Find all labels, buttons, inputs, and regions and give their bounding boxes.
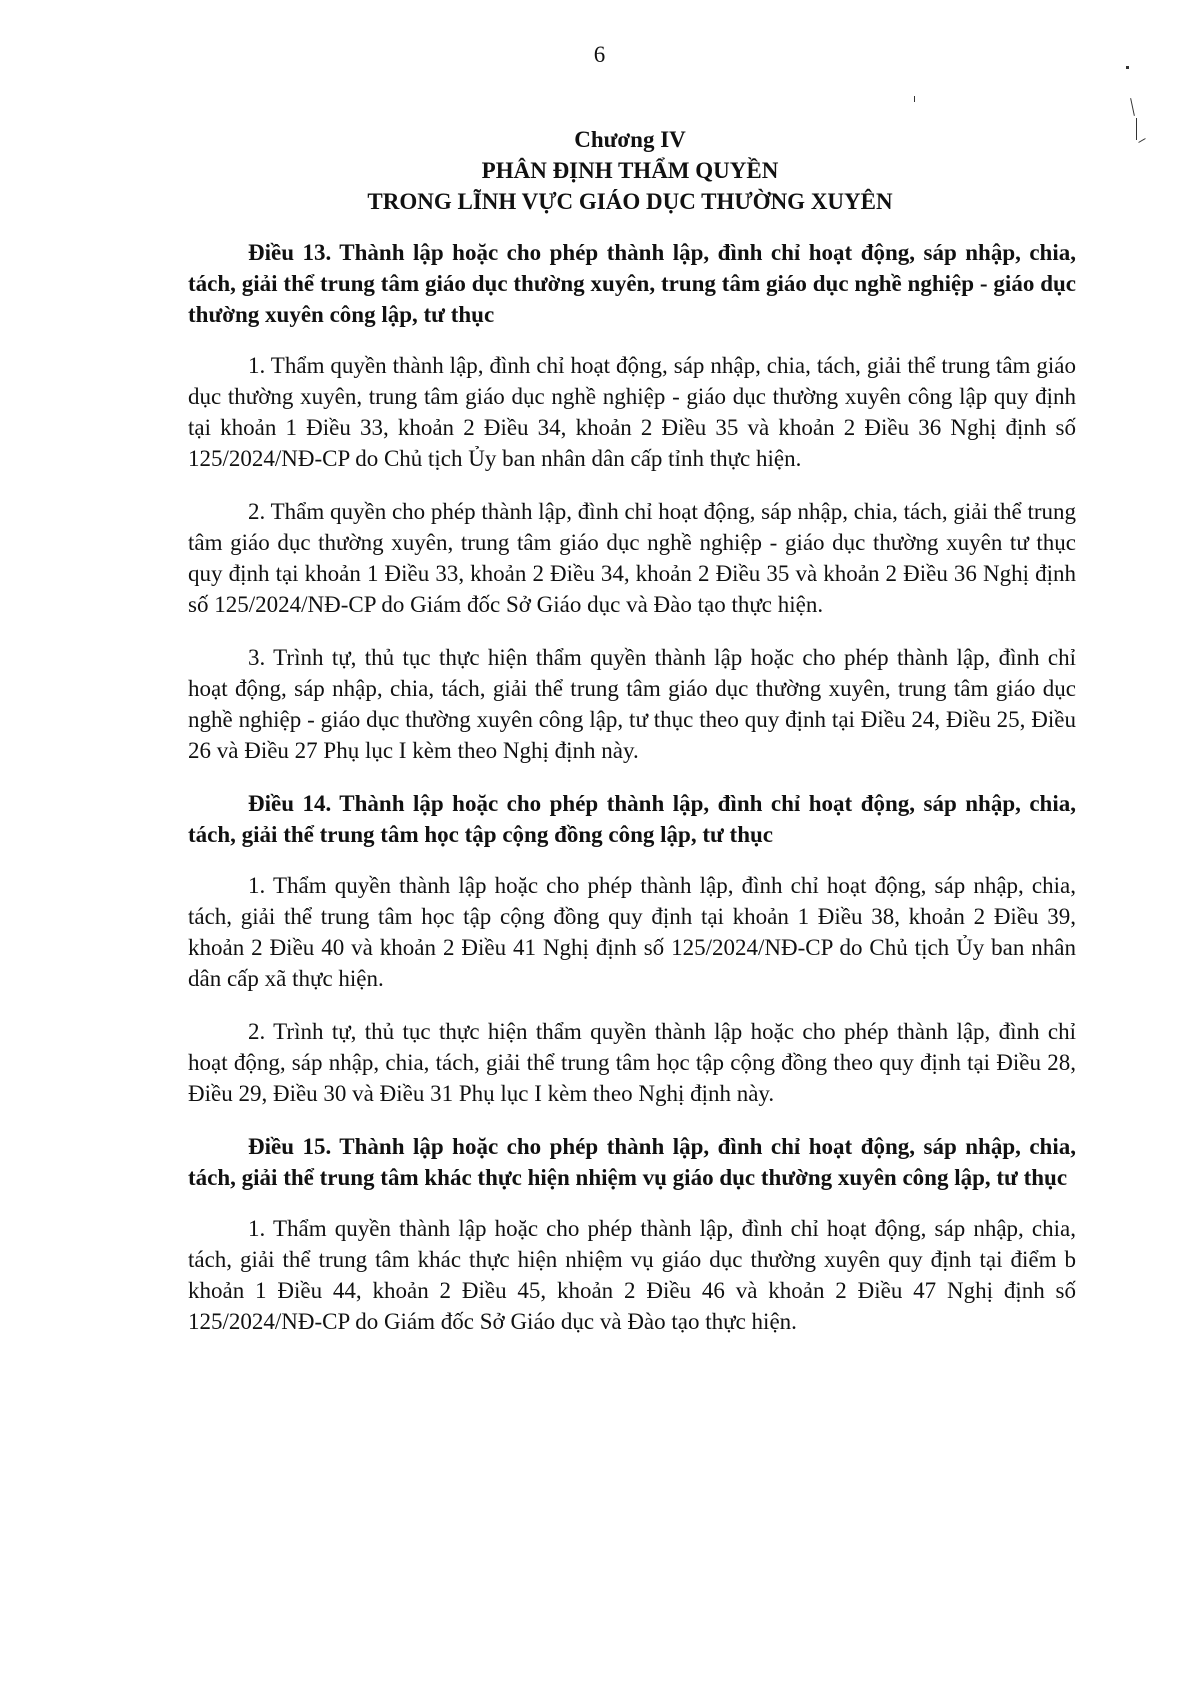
page-number: 6	[593, 42, 606, 67]
article-14	[188, 788, 1076, 1109]
chapter-title-line-1: PHÂN ĐỊNH THẨM QUYỀN	[481, 158, 779, 183]
scan-artifact-mark	[1126, 66, 1129, 69]
article-title: Điều 15. Thành lập hoặc cho phép thành lập, đình chỉ hoạt động, sáp nhập, chia, tách, giải thể trung tâm khác thực hiện nhiệm vụ giáo dục thường xuyên công lập, tư thục	[188, 1134, 1076, 1190]
scan-artifact-mark	[914, 96, 915, 102]
scan-artifact-mark	[1130, 98, 1135, 116]
article-15	[188, 1131, 1076, 1337]
document-body	[188, 237, 1076, 1351]
article-paragraph: 3. Trình tự, thủ tục thực hiện thẩm quyền thành lập hoặc cho phép thành lập, đình chỉ hoạt động, sáp nhập, chia, tách, giải thể trung tâm giáo dục thường xuyên, trung tâm giáo dục nghề nghiệp - giáo dục thường xuyên công lập, tư thục theo quy định tại Điều 24, Điều 25, Điều 26 và Điều 27 Phụ lục I kèm theo Nghị định này.	[188, 645, 1076, 763]
article-title: Điều 14. Thành lập hoặc cho phép thành lập, đình chỉ hoạt động, sáp nhập, chia, tách, giải thể trung tâm học tập cộng đồng công lập, tư thục	[188, 791, 1076, 847]
chapter-heading	[180, 124, 1080, 217]
article-title: Điều 13. Thành lập hoặc cho phép thành lập, đình chỉ hoạt động, sáp nhập, chia, tách, giải thể trung tâm giáo dục thường xuyên, trung tâm giáo dục nghề nghiệp - giáo dục thường xuyên công lập, tư thục	[188, 240, 1076, 327]
article-paragraph: 1. Thẩm quyền thành lập hoặc cho phép thành lập, đình chỉ hoạt động, sáp nhập, chia, tách, giải thể trung tâm khác thực hiện nhiệm vụ giáo dục thường xuyên quy định tại điểm b khoản 1 Điều 44, khoản 2 Điều 45, khoản 2 Điều 46 và khoản 2 Điều 47 Nghị định số 125/2024/NĐ-CP do Giám đốc Sở Giáo dục và Đào tạo thực hiện.	[188, 1216, 1076, 1334]
article-13	[188, 237, 1076, 766]
article-paragraph: 2. Thẩm quyền cho phép thành lập, đình chỉ hoạt động, sáp nhập, chia, tách, giải thể trung tâm giáo dục thường xuyên, trung tâm giáo dục nghề nghiệp - giáo dục thường xuyên tư thục quy định tại khoản 1 Điều 33, khoản 2 Điều 34, khoản 2 Điều 35 và khoản 2 Điều 36 Nghị định số 125/2024/NĐ-CP do Giám đốc Sở Giáo dục và Đào tạo thực hiện.	[188, 499, 1077, 617]
chapter-label: Chương IV	[574, 127, 686, 152]
scan-artifact-mark	[1136, 118, 1137, 140]
article-paragraph: 1. Thẩm quyền thành lập, đình chỉ hoạt động, sáp nhập, chia, tách, giải thể trung tâm giáo dục thường xuyên, trung tâm giáo dục nghề nghiệp - giáo dục thường xuyên công lập quy định tại khoản 1 Điều 33, khoản 2 Điều 34, khoản 2 Điều 35 và khoản 2 Điều 36 Nghị định số 125/2024/NĐ-CP do Chủ tịch Ủy ban nhân dân cấp tỉnh thực hiện.	[188, 353, 1076, 471]
scan-artifact-mark	[1138, 138, 1145, 143]
article-paragraph: 2. Trình tự, thủ tục thực hiện thẩm quyền thành lập hoặc cho phép thành lập, đình chỉ hoạt động, sáp nhập, chia, tách, giải thể trung tâm học tập cộng đồng theo quy định tại Điều 28, Điều 29, Điều 30 và Điều 31 Phụ lục I kèm theo Nghị định này.	[188, 1019, 1076, 1106]
chapter-title-line-2: TRONG LĨNH VỰC GIÁO DỤC THƯỜNG XUYÊN	[367, 189, 893, 214]
article-paragraph: 1. Thẩm quyền thành lập hoặc cho phép thành lập, đình chỉ hoạt động, sáp nhập, chia, tách, giải thể trung tâm học tập cộng đồng quy định tại khoản 1 Điều 38, khoản 2 Điều 39, khoản 2 Điều 40 và khoản 2 Điều 41 Nghị định số 125/2024/NĐ-CP do Chủ tịch Ủy ban nhân dân cấp xã thực hiện.	[188, 873, 1076, 991]
